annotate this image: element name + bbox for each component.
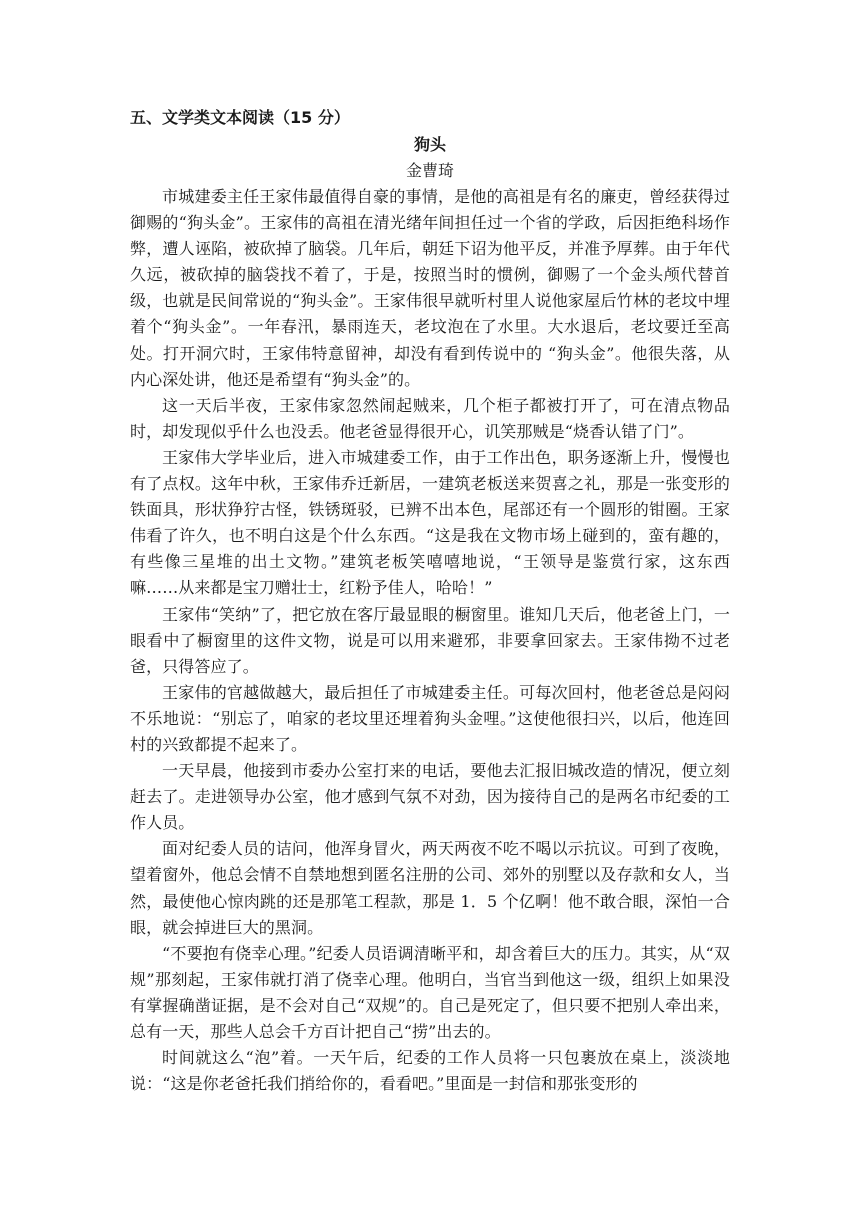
article-body	[130, 184, 730, 1097]
article-title: 狗头	[413, 135, 446, 154]
paragraph: 市城建委主任王家伟最值得自豪的事情，是他的高祖是有名的廉吏，曾经获得过御赐的“狗头金”。王家伟的高祖在清光绪年间担任过一个省的学政，后因拒绝科场作弊，遭人诬陷，被砍掉了脑袋。几年后，朝廷下诏为他平反，并准予厚葬。由于年代久远，被砍掉的脑袋找不着了，于是，按照当时的惯例，御赐了一个金头颅代替首级，也就是民间常说的“狗头金”。王家伟很早就听村里人说他家屋后竹林的老坟中埋着个“狗头金”。一年春汛，暴雨连天，老坟泡在了水里。大水退后，老坟要迁至高处。打开洞穴时，王家伟特意留神，却没有看到传说中的 “狗头金”。他很失落，从内心深处讲，他还是希望有“狗头金”的。	[130, 187, 730, 389]
paragraph: 这一天后半夜，王家伟家忽然闹起贼来，几个柜子都被打开了，可在清点物品时，却发现似乎什么也没丢。他老爸显得很开心，讥笑那贼是“烧香认错了门”。	[130, 395, 730, 441]
document-page	[130, 104, 730, 1097]
paragraph: 一天早晨，他接到市委办公室打来的电话，要他去汇报旧城改造的情况，便立刻赶去了。走进领导办公室，他才感到气氛不对劲，因为接待自己的是两名市纪委的工作人员。	[130, 761, 730, 833]
paragraph: 王家伟大学毕业后，进入市城建委工作，由于工作出色，职务逐渐上升，慢慢也有了点权。这年中秋，王家伟乔迁新居，一建筑老板送来贺喜之礼，那是一张变形的铁面具，形状狰狞古怪，铁锈斑驳，已辨不出本色，尾部还有一个圆形的钳圈。王家伟看了许久，也不明白这是个什么东西。“这是我在文物市场上碰到的，蛮有趣的，有些像三星堆的出土文物。”建筑老板笑嘻嘻地说，“王领导是鉴赏行家，这东西嘛……从来都是宝刀赠壮士，红粉予佳人，哈哈！”	[130, 447, 730, 598]
paragraph: 时间就这么“泡”着。一天午后，纪委的工作人员将一只包裹放在桌上，淡淡地说：“这是你老爸托我们捎给你的，看看吧。”里面是一封信和那张变形的	[130, 1048, 730, 1094]
paragraph: “不要抱有侥幸心理。”纪委人员语调清晰平和，却含着巨大的压力。其实，从“双规”那刻起，王家伟就打消了侥幸心理。他明白，当官当到他这一级，组织上如果没有掌握确凿证据，是不会对自己“双规”的。自己是死定了，但只要不把别人牵出来，总有一天，那些人总会千方百计把自己“捞”出去的。	[130, 943, 730, 1041]
paragraph: 王家伟的官越做越大，最后担任了市城建委主任。可每次回村，他老爸总是闷闷不乐地说：“别忘了，咱家的老坟里还埋着狗头金哩。”这使他很扫兴，以后，他连回村的兴致都提不起来了。	[130, 682, 730, 754]
paragraph: 面对纪委人员的诘问，他浑身冒火，两天两夜不吃不喝以示抗议。可到了夜晚，望着窗外，他总会情不自禁地想到匿名注册的公司、郊外的别墅以及存款和女人，当然，最使他心惊肉跳的还是那笔工程款，那是 1．5 个亿啊！他不敢合眼，深怕一合眼，就会掉进巨大的黑洞。	[130, 839, 730, 937]
article-author: 金曹琦	[405, 161, 454, 180]
paragraph: 王家伟“笑纳”了，把它放在客厅最显眼的橱窗里。谁知几天后，他老爸上门，一眼看中了橱窗里的这件文物，说是可以用来避邪，非要拿回家去。王家伟拗不过老爸，只得答应了。	[130, 604, 730, 676]
section-heading: 五、文学类文本阅读（15 分）	[130, 108, 350, 127]
